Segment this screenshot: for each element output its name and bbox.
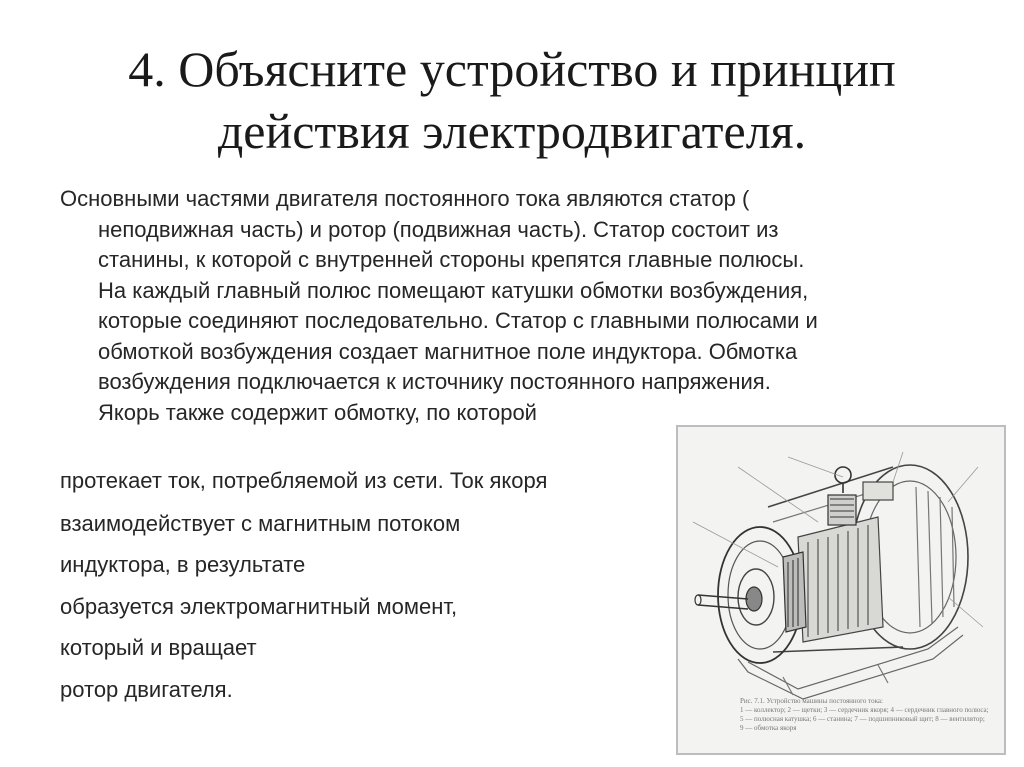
paragraph-tail-line: образуется электромагнитный момент, [60, 594, 458, 619]
caption-line: 5 — полюсная катушка; 6 — станина; 7 — подшипниковый щит; 8 — вентилятор; [740, 715, 985, 723]
motor-figure [676, 425, 1006, 755]
caption-line: 9 — обмотка якоря [740, 724, 797, 732]
slide-title [40, 38, 984, 162]
paragraph-line: Основными частями двигателя постоянного тока являются статор ( [60, 186, 750, 211]
slide-title-line-2: действия электродвигателя. [217, 103, 807, 159]
paragraph-line: возбуждения подключается к источнику постоянного напряжения. [98, 369, 771, 394]
slide-title-line-1: 4. Объясните устройство и принцип [128, 41, 896, 97]
paragraph-tail-line: который и вращает [60, 635, 257, 660]
caption-line: 1 — коллектор; 2 — щетки; 3 — сердечник якоря; 4 — сердечник главного полюса; [740, 706, 989, 714]
paragraph-line: На каждый главный полюс помещают катушки обмотки возбуждения, [98, 277, 809, 303]
paragraph-line: Якорь также содержит обмотку, по которой [98, 399, 537, 425]
paragraph-tail-line: взаимодействует с магнитным потоком [60, 511, 461, 536]
paragraph-line: неподвижная часть) и ротор (подвижная часть). Статор состоит из [98, 216, 779, 242]
figure-caption [740, 697, 990, 733]
paragraph-tail-line: протекает ток, потребляемой из сети. Ток якоря [60, 468, 548, 493]
paragraph-tail-line: индуктора, в результате [60, 552, 306, 577]
paragraph-line: которые соединяют последовательно. Статор с главными полюсами и [98, 308, 818, 333]
caption-line: Рис. 7.1. Устройство машины постоянного тока: [740, 697, 883, 705]
paragraph-tail-line: ротор двигателя. [60, 677, 233, 702]
body-paragraph [60, 184, 920, 428]
paragraph-line: станины, к которой с внутренней стороны крепятся главные полюсы. [98, 247, 805, 272]
paragraph-line: обмоткой возбуждения создает магнитное поле индуктора. Обмотка [98, 338, 798, 364]
